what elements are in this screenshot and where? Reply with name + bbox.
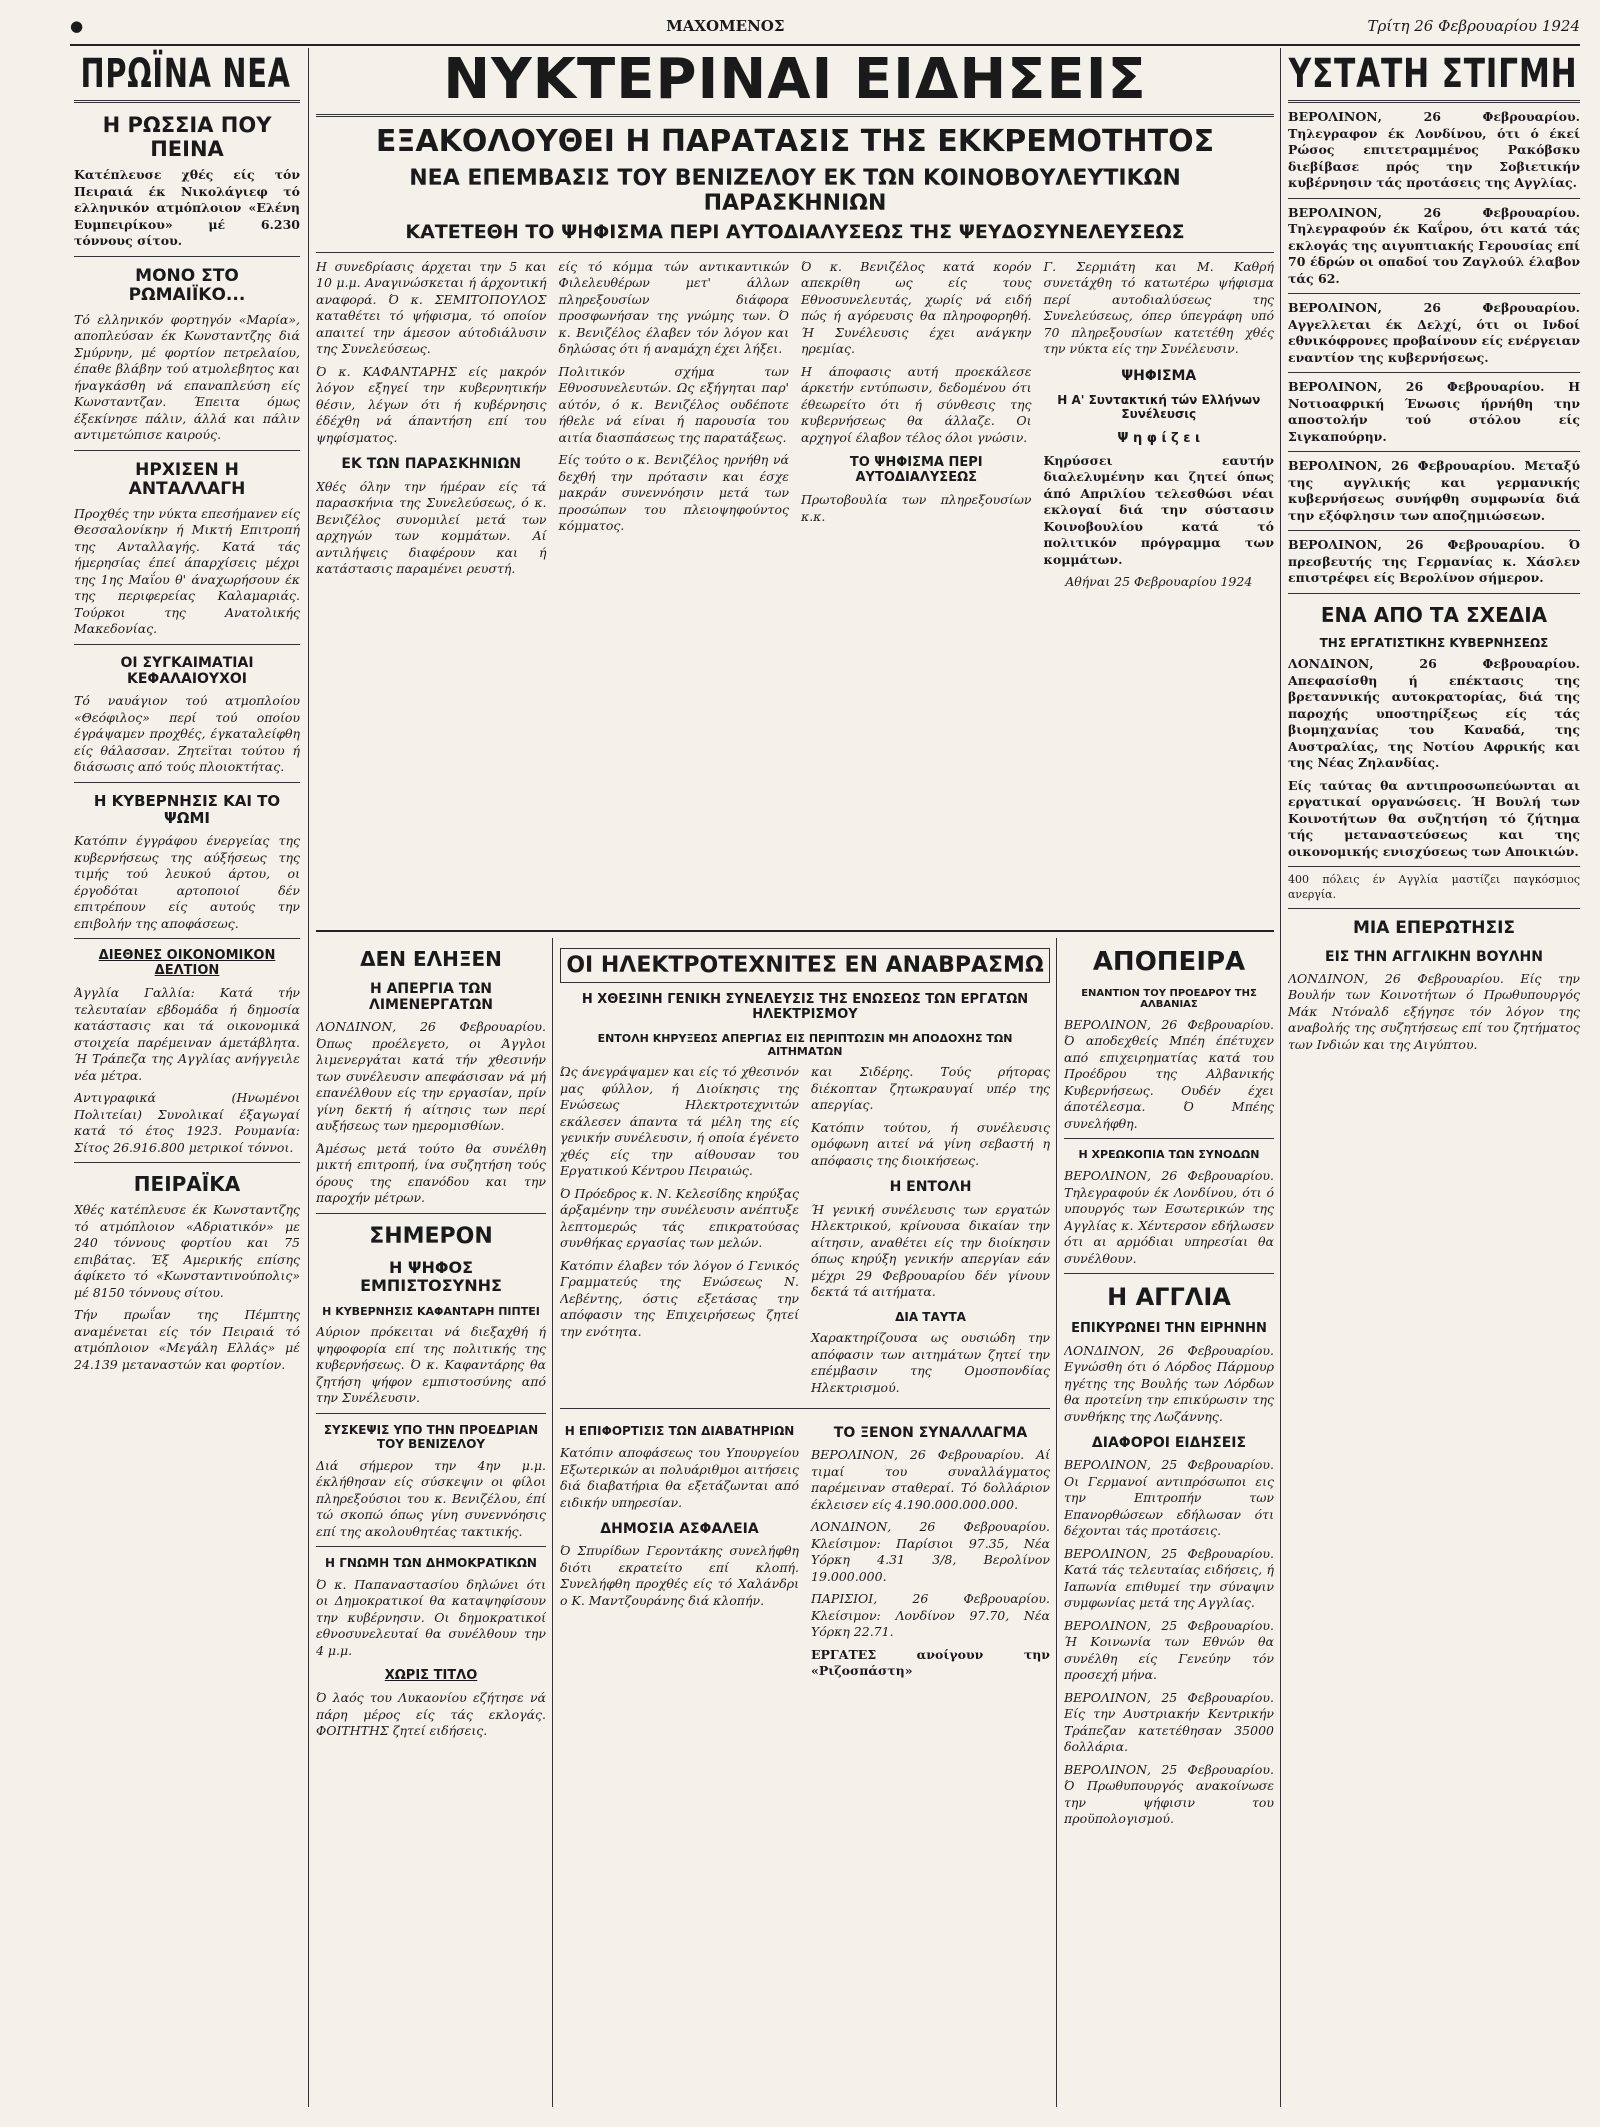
- headline: Η ΓΝΩΜΗ ΤΩΝ ΔΗΜΟΚΡΑΤΙΚΩΝ: [325, 1556, 537, 1570]
- lower-column-d: [1064, 938, 1274, 2108]
- article-text: ΒΕΡΟΛΙΝΟΝ, 26 Φεβρουαρίου. Αγγελλεται έκ Δελχί, ότι οι Ινδοί εθνικόφρονες προβαίνουν είς ενέργειαν εναντίον της κυβερνήσεως.: [1288, 300, 1580, 365]
- article-text: Κατόπιν έγγράφου ένεργείας της κυβερνήσεως της αύξήσεως της τιμής τού λευκού άρτου, οι έργοδόται αρτοποιοί δέν επιτρέπουν είς αυτούς την επιβολήν της αποφάσεως.: [74, 833, 300, 931]
- article-text: και Σιδέρης. Τούς ρήτορας διέκοπταν ζητωκραυγαί υπέρ της απεργίας.: [811, 1064, 1050, 1113]
- sub-headline: Η Α' Συντακτική τών Ελλήνων Συνέλευσις: [1057, 393, 1261, 421]
- sub-headline: ΕΙΣ ΤΗΝ ΑΓΓΛΙΚΗΝ ΒΟΥΛΗΝ: [1325, 948, 1543, 965]
- sub-headline: Η ΑΠΕΡΓΙΑ ΤΩΝ ΛΙΜΕΝΕΡΓΑΤΩΝ: [368, 981, 493, 1014]
- headline: ΨΗΦΙΣΜΑ: [1121, 367, 1197, 384]
- sub-headline: ΕΝΑΝΤΙΟΝ ΤΟΥ ΠΡΟΕΔΡΟΥ ΤΗΣ ΑΛΒΑΝΙΑΣ: [1081, 987, 1257, 1011]
- banner-ystati-stigmi: ΥΣΤΑΤΗ ΣΤΙΓΜΗ: [1288, 51, 1578, 97]
- article-text: Άγγλία Γαλλία: Κατά τήν τελευταίαν εβδομάδα ή δημοσία κατάστασις και τά οικονομικά στοιχεία παρέμειναν άμετάβλητα. Ή Τράπεζα της Αγγλίας ανήγγειλε νέα μέτρα.: [74, 985, 300, 1083]
- article-text: ΛΟΝΔΙΝΟΝ, 26 Φεβρουαρίου. Όπως προέλεγετο, οι Άγγλοι λιμενεργάται κατά τήν χθεσινήν των συνέλευσιν απεφάσισαν νά μή επανέλθουν είς την εργασίαν, πρίν γίνη δεκτή ή αίτησις των περί αυξήσεως των ημερομισθίων.: [316, 1019, 546, 1134]
- headline: ΔΗΜΟΣΙΑ ΑΣΦΑΛΕΙΑ: [600, 1521, 759, 1538]
- article-text: ΒΕΡΟΛΙΝΟΝ, 25 Φεβρουαρίου. Είς την Αυστριακήν Κεντρικήν Τράπεζαν κατετέθησαν 35000 δολλάρια.: [1064, 1689, 1274, 1755]
- article-text: ΒΕΡΟΛΙΝΟΝ, 26 Φεβρουαρίου. Η Νοτιοαφρική Ένωσις ήρνήθη την αποστολήν τού στόλου είς Σιγκαπούρην.: [1288, 379, 1580, 444]
- headline: ΤΟ ΞΕΝΟΝ ΣΥΝΑΛΛΑΓΜΑ: [833, 1425, 1028, 1442]
- lower-column-b: [560, 938, 1050, 2108]
- article-text: Διά σήμερον την 4ην μ.μ. έκλήθησαν είς σύσκεψιν οι φίλοι πληρεξούσιοι του κ. Βενιζέλου, έπί τώ σκοπώ όπως γίνη συνεννόησις επί της ακολουθητέας τακτικής.: [316, 1457, 546, 1539]
- headline: Η ΕΝΤΟΛΗ: [889, 1179, 972, 1196]
- sub-headline: Η ΧΘΕΣΙΝΗ ΓΕΝΙΚΗ ΣΥΝΕΛΕΥΣΙΣ ΤΗΣ ΕΝΩΣΕΩΣ ΤΩΝ ΕΡΓΑΤΩΝ ΗΛΕΚΤΡΙΣΜΟΥ: [581, 992, 1029, 1023]
- article-text: ΒΕΡΟΛΙΝΟΝ, 26 Φεβρουαρίου. Τηλεγραφούν έκ Λονδίνου, ότι ό υπουργός των Εσωτερικών της Αγγλίας κ. Χέντερσον εδήλωσεν ότι αι αρμόδιαι υπηρεσίαι θα συνέλθουν.: [1064, 1168, 1274, 1266]
- sub-headline: ΝΕΑ ΕΠΕΜΒΑΣΙΣ ΤΟΥ ΒΕΝΙΖΕΛΟΥ ΕΚ ΤΩΝ ΚΟΙΝΟΒΟΥΛΕΥΤΙΚΩΝ ΠΑΡΑΣΚΗΝΙΩΝ: [409, 165, 1181, 216]
- headline: ΧΩΡΙΣ ΤΙΤΛΟ: [384, 1668, 478, 1684]
- article-text: Χθές όλην την ήμέραν είς τά παρασκήνια της Συνελεύσεως, ό κ. Βενιζέλος συνομιλεί μετά των αρχηγών των κομμάτων. Αί αντιλήψεις διαφέρουν και ή κατάστασις παραμένει ρευστή.: [316, 478, 547, 577]
- headline: ΕΝΑ ΑΠΟ ΤΑ ΣΧΕΔΙΑ: [1320, 602, 1548, 627]
- article-text: ΒΕΡΟΛΙΝΟΝ, 26 Φεβρουαρίου. Μεταξύ της αγγλικής και γερμανικής κυβερνήσεως συνήφθη συμφωνία διά την εξόφλησιν των αποζημιώσεων.: [1288, 458, 1580, 523]
- top-strip: [70, 14, 1580, 38]
- article-text: Τό ελληνικόν φορτηγόν «Μαρία», αποπλεύσαν έκ Κωνσταντζης διά Σμύρνην, μέ φορτίον πετρελαίου, έπαθε βλάβην τού ατμολεβητος και ήναγκάσθη νά επαναπλεύση είς Κωνσταντζαν. Έπειτα όμως έξεκίνησε πάλιν, άλλά και πάλιν αντιμετώπισε καιρούς.: [74, 311, 300, 443]
- article-text: Η άποφασις αυτή προεκάλεσε άρκετήν εντύπωσιν, δεδομένου ότι έθεωρείτο ότι ή σύνθεσις της κυβερνήσεως θα άλλαζε. Οι αρχηγοί έλαβον τέλος όλοι γνώσιν.: [801, 363, 1032, 445]
- page-marker: ●: [70, 17, 84, 35]
- article-text: Πολιτικόν σχήμα των Εθνοσυνελευτών. Ως εξήγηται παρ' αύτόν, ό κ. Βενιζέλος ουδέποτε ήθελε νά είναι ή παρουσία του αιτία διασπάσεως της παρατάξεως.: [558, 363, 789, 445]
- sub-headline: ΤΗΣ ΕΡΓΑΤΙΣΤΙΚΗΣ ΚΥΒΕΡΝΗΣΕΩΣ: [1319, 635, 1549, 650]
- headline: Η ΚΥΒΕΡΝΗΣΙΣ ΚΑΙ ΤΟ ΨΩΜΙ: [93, 791, 281, 827]
- text-column: [801, 259, 1032, 597]
- headline: ΤΟ ΨΗΦΙΣΜΑ ΠΕΡΙ ΑΥΤΟΔΙΑΛΥΣΕΩΣ: [849, 455, 983, 486]
- article-text: Ό κ. Βενιζέλος κατά κορόν απεκρίθη ως είς τους Εθνοσυνελευτάς, χωρίς νά ειδή πώς ή αγόρευσις θα πληροφορηθή. Ή Συνέλευσις έχει ανάγκην ηρεμίας.: [801, 258, 1032, 357]
- article-text: Τό ναυάγιον τού ατμοπλοίου «Θεόφιλος» περί τού οποίου έγράψαμεν προχθές, έγκαταλείφθη είς θάλασσαν. Ζητεϊται τούτου ή διάσωσις από τούς πλοιοκτήτας.: [74, 693, 300, 775]
- headline: Η ΡΩΣΣΙΑ ΠΟΥ ΠΕΙΝΑ: [102, 113, 272, 162]
- headline: Η ΕΠΙΦΟΡΤΙΣΙΣ ΤΩΝ ΔΙΑΒΑΤΗΡΙΩΝ: [564, 1424, 795, 1439]
- column-rule: [552, 938, 553, 2107]
- top-rule: [70, 44, 1580, 46]
- article-text: ΒΕΡΟΛΙΝΟΝ, 25 Φεβρουαρίου. Οι Γερμανοί αντιπρόσωποι εις την Επιτροπήν των Επανορθώσεων εδήλωσαν ότι δέχονται τάς προτάσεις.: [1064, 1457, 1274, 1539]
- headline: ΕΚ ΤΩΝ ΠΑΡΑΣΚΗΝΙΩΝ: [341, 456, 522, 473]
- article-text: Προχθές την νύκτα επεσήμανεν είς Θεσσαλονίκην ή Μικτή Επιτροπή της Ανταλλαγής. Κατά τάς ήμερησίας έπεί άπαρχίσεις μέχρι της 1ης Μαΐου θ' άναχωρήσουν έκ της περιφερείας Καλαμαριάς. Τούρκοι της Ανατολικής Μακεδονίας.: [74, 505, 300, 637]
- headline: ΔΙΑ ΤΑΥΤΑ: [895, 1309, 966, 1324]
- article-text: ΛΟΝΔΙΝΟΝ, 26 Φεβρουαρίου. Απεφασίσθη ή επέκτασις της βρεταννικής αυτοκρατορίας, διά της παροχής υποστηρίξεως είς τάς βιομηχανίας του Καναδά, της Αυστραλίας, της Νοτίου Αφρικής και της Νέας Ζηλανδίας.: [1288, 656, 1580, 771]
- banner-nykterinai-eidiseis: ΝΥΚΤΕΡΙΝΑΙ ΕΙΔΗΣΕΙΣ: [443, 48, 1147, 112]
- banner-proina-nea: ΠΡΩΪΝΑ ΝΕΑ: [80, 51, 291, 97]
- section-rule: [316, 930, 1274, 932]
- article-text: Ό λαός του Λυκαονίου εζήτησε νά πάρη μέρος είς τάς εκλογάς. ΦΟΙΤΗΤΗΣ ζητεί ειδήσεις.: [316, 1690, 546, 1739]
- article-text: ΒΕΡΟΛΙΝΟΝ, 26 Φεβρουαρίου. Ό αποδεχθείς Μπέη έπέτυχεν από επιχειρηματίας κατά του Προέδρου της Αλβανικής Κυβερνήσεως. Ουδέν έχει άποτέλεσμα. Ό Μπέης συνελήφθη.: [1064, 1016, 1274, 1131]
- right-column: [1288, 48, 1580, 2107]
- article-text: Ή γενική συνέλευσις των εργατών Ηλεκτρικού, κρίνουσα δικαίαν την αίτησιν, αναθέτει είς την διοίκησιν όπως κηρύξη γενικήν απεργίαν εάν μέχρι 29 Φεβρουαρίου δέν γίνουν δεκτά τά αιτήματα.: [811, 1201, 1050, 1300]
- article-text: Αύριον πρόκειται νά διεξαχθή ή ψηφοφορία επί της πολιτικής της κυβερνήσεως. Ό κ. Καφαντάρης θα ζητήση ψήφον εμπιστοσύνης από την Συνέλευσιν.: [316, 1324, 546, 1406]
- article-text: ΒΕΡΟΛΙΝΟΝ, 26 Φεβρουαρίου. Τηλεγραφον έκ Λονδίνου, ότι ό έκεί Ρώσος επιτετραμμένος Ρακόβσκυ διεβίβασε πρός την Σοβιετικήν κυβέρνησιν τάς προτάσεις της Αγγλίας.: [1288, 109, 1580, 190]
- headline: ΣΗΜΕΡΟΝ: [369, 1223, 493, 1249]
- masthead: ΜΑΧΟΜΕΝΟΣ: [666, 17, 785, 35]
- article-text: Ό κ. ΚΑΦΑΝΤΑΡΗΣ είς μακρόν λόγον εξηγεί την κυβερνητικήν θέσιν, λέγων ότι ή κυβέρνησις έδέχθη νά άπαντήση επί του ψηφίσματος.: [316, 363, 547, 445]
- article-text: ΒΕΡΟΛΙΝΟΝ, 25 Φεβρουαρίου. Ή Κοινωνία των Εθνών θα συνέλθη είς Γενεύην τόν προσεχή μήνα.: [1064, 1617, 1274, 1683]
- column-rule: [1280, 48, 1281, 2107]
- article-text: ΛΟΝΔΙΝΟΝ, 26 Φεβρουαρίου. Είς την Βουλήν των Κοινοτήτων ό Πρωθυπουργός Μάκ Ντόναλδ εξήγησε τόν λόγον της αναβολής της συζητήσεως επί του ζητήματος των Ινδιών και της Αιγύπτου.: [1288, 970, 1580, 1052]
- headline: ΣΥΣΚΕΨΙΣ ΥΠΟ ΤΗΝ ΠΡΟΕΔΡΙΑΝ ΤΟΥ ΒΕΝΙΖΕΛΟΥ: [323, 1422, 539, 1451]
- article-text: 400 πόλεις έν Αγγλία μαστίζει παγκόσμιος ανεργία.: [1288, 873, 1580, 901]
- article-text: ΕΡΓΑΤΕΣ ανοίγουν την «Ριζοσπάστη»: [811, 1646, 1050, 1679]
- main-headline: ΕΞΑΚΟΛΟΥΘΕΙ Η ΠΑΡΑΤΑΣΙΣ ΤΗΣ ΕΚΚΡΕΜΟΤΗΤΟΣ: [375, 124, 1215, 159]
- article-text: Ό Σπυρίδων Γεροντάκης συνελήφθη διότι εκρατείτο επί κλοπή. Συνελήφθη προχθές είς τό Χαλάνδρι ο Κ. Μαντζουράνης διά κλοπήν.: [560, 1543, 799, 1608]
- text-column: [316, 259, 547, 597]
- article-text: Γ. Σερμιάτη και Μ. Καθρή συνετάχθη τό κατωτέρω ψήφισμα περί αυτοδιαλύσεως της Συνελεύσεως, όπερ ύπεγράφη υπό 70 πληρεξουσίων κατετέθη χθές την νύκτα είς την Συνέλευσιν.: [1043, 258, 1274, 357]
- article-text: ΠΑΡΙΣΙΟΙ, 26 Φεβρουαρίου. Κλείσιμον: Λονδίνον 97.70, Νέα Υόρκη 22.71.: [811, 1591, 1050, 1640]
- center-columns: [316, 259, 1274, 597]
- column-rule: [308, 48, 309, 2107]
- text-column: [560, 1415, 799, 1686]
- text-column: [1044, 259, 1275, 597]
- headline: ΔΕΝ ΕΛΗΞΕΝ: [360, 947, 502, 971]
- article-text: Κατόπιν αποφάσεως του Υπουργείου Εξωτερικών αι πολυάριθμοι αιτήσεις διά διαβατήρια θα εξετάζωνται από ειδικήν υπηρεσίαν.: [560, 1445, 799, 1510]
- text-column: [811, 1064, 1050, 1402]
- two-columns: [560, 1064, 1050, 1402]
- headline: ΜΟΝΟ ΣΤΟ ΡΩΜΑΙΪΚΟ...: [128, 265, 246, 306]
- sub-headline: ΚΑΤΕΤΕΘΗ ΤΟ ΨΗΦΙΣΜΑ ΠΕΡΙ ΑΥΤΟΔΙΑΛΥΣΕΩΣ ΤΗΣ ΨΕΥΔΟΣΥΝΕΛΕΥΣΕΩΣ: [405, 221, 1185, 244]
- article-text: Ώς άνεγράψαμεν και είς τό χθεσινόν μας φύλλον, ή Διοίκησις της Ενώσεως Ηλεκτροτεχνιτών εκάλεσεν άπαντα τά μέλη της είς γενικήν συνέλευσιν, ή οποία έγένετο χθές είς την αίθουσαν του Εργατικού Κέντρου Πειραιώς.: [560, 1064, 799, 1179]
- sub-headline: Η ΨΗΦΟΣ ΕΜΠΙΣΤΟΣΥΝΗΣ: [360, 1257, 502, 1296]
- column-rule: [1056, 938, 1057, 2107]
- article-text: Ό Πρόεδρος κ. Ν. Κελεσίδης κηρύξας άρξαμένην την συνέλευσιν ανέπτυξε λεπτομερώς τάς επικρατούσας συνθήκας εργασίας των μελών.: [560, 1185, 799, 1251]
- headline: ΜΙΑ ΕΠΕΡΩΤΗΣΙΣ: [1352, 918, 1516, 939]
- article-text: ΛΟΝΔΙΝΟΝ, 26 Φεβρουαρίου. Κλείσιμον: Παρίσιοι 97.35, Νέα Υόρκη 4.31 3/8, Βερολίνον 19.000.000.: [811, 1519, 1050, 1584]
- headline: ΠΕΙΡΑΪΚΑ: [133, 1172, 241, 1197]
- article-text: Η συνεδρίασις άρχεται την 5 και 10 μ.μ. Αναγινώσκεται ή άρχοντική αναφορά. Ό κ. ΣΕΜΙΤΟΠΟΥΛΟΣ καταθέτει τό ψήφισμα, τό οποίον απαιτεί την άμεσον αύτοδιάλυσιν της Συνελεύσεως.: [316, 258, 547, 357]
- text-column: [560, 1064, 799, 1402]
- article-text: είς τό κόμμα τών αντικαντικών Φιλελευθέρων μετ' άλλων πληρεξουσίων διάφορα προσφωνήσαν της γνώμης των. Ό κ. Βενιζέλος έλαβεν τόν λόγον και δηλώσας ότι ή αναμάχη έχει λήξει.: [558, 258, 789, 357]
- text-column: [559, 259, 790, 597]
- article-text: Άμέσως μετά τούτο θα συνέλθη μικτή επιτροπή, ίνα συζητήση τούς όρους της επανόδου και την παροχήν μέτρων.: [316, 1140, 546, 1206]
- left-column: [74, 48, 300, 2107]
- sub-headline: Ψ η φ ί ζ ε ι: [1117, 430, 1201, 446]
- article-text: Κατόπιν τούτου, ή συνέλευσις ομόφωνη αιτεί νά γίνη σεβαστή η απόφασις της διοικήσεως.: [811, 1119, 1050, 1168]
- article-text: Πρωτοβουλία των πληρεξουσίων κ.κ.: [801, 492, 1032, 524]
- text-column: [811, 1415, 1050, 1686]
- headline: Η ΧΡΕΩΚΟΠΙΑ ΤΩΝ ΣΥΝΟΔΩΝ: [1078, 1148, 1260, 1162]
- article-text: ΒΕΡΟΛΙΝΟΝ, 25 Φεβρουαρίου. Κατά τάς τελευταίας ειδήσεις, ή Ιαπωνία επιθυμεί την σύναψιν συμφωνίας μετά της Αγγλίας.: [1064, 1545, 1274, 1611]
- article-text: ΒΕΡΟΛΙΝΟΝ, 26 Φεβρουαρίου. Αί τιμαί του συναλλάγματος παρέμειναν σταθεραί. Τό δολλάριον έκλεισεν είς 4.190.000.000.000.: [811, 1447, 1050, 1512]
- headline: ΑΠΟΠΕΙΡΑ: [1092, 947, 1246, 977]
- headline: ΗΡΧΙΣΕΝ Η ΑΝΤΑΛΛΑΓΗ: [128, 459, 246, 500]
- lower-column-a: [316, 938, 546, 2108]
- dateline: Τρίτη 26 Φεβρουαρίου 1924: [1367, 17, 1580, 35]
- article-text: Ό κ. Παπαναστασίου δηλώνει ότι οι Δημοκρατικοί θα καταψηφίσουν την κυβέρνησιν. Οι δημοκρατικοί εθνοσυνελευταί θα συνέλθουν την 4 μ.μ.: [316, 1576, 546, 1658]
- sub-headline: ΕΝΤΟΛΗ ΚΗΡΥΞΕΩΣ ΑΠΕΡΓΙΑΣ ΕΙΣ ΠΕΡΙΠΤΩΣΙΝ ΜΗ ΑΠΟΔΟΧΗΣ ΤΩΝ ΑΙΤΗΜΑΤΩΝ: [597, 1032, 1013, 1058]
- article-text: Κηρύσσει εαυτήν διαλελυμένην και ζητεί όπως άπό Απριλίου τελεσθώσι νέαι εκλογαί διά την σύστασιν Κοινοβουλίου κατά τό πολιτικόν πρόγραμμα των κομμάτων.: [1043, 452, 1274, 567]
- two-columns: [560, 1415, 1050, 1686]
- sub-headline: ΕΠΙΚΥΡΩΝΕΙ ΤΗΝ ΕΙΡΗΝΗΝ: [1071, 1320, 1267, 1336]
- article-text: ΒΕΡΟΛΙΝΟΝ, 26 Φεβρουαρίου. Ό πρεσβευτής της Γερμανίας κ. Χάσλεν επιστρέφει είς Βερολίνον σήμερον.: [1288, 537, 1580, 585]
- article-text: Είς ταύτας θα αντιπροσωπεύωνται αι εργατικαί οργανώσεις. Ή Βουλή των Κοινοτήτων θα συζητήση τό ζήτημα τής μεταναστεύσεως και της οικονομικής ενισχύσεως των Αποικιών.: [1288, 777, 1580, 859]
- article-text: ΒΕΡΟΛΙΝΟΝ, 25 Φεβρουαρίου. Ό Πρωθυπουργός ανακοίνωσε την ψήφισιν του προϋπολογισμού.: [1064, 1761, 1274, 1827]
- article-text: Είς τούτο ο κ. Βενιζέλος ηρνήθη νά δεχθή την πρότασιν και έσχε μακράν συνεννόησιν μετά των προσώπων του πλειοψηφούντος κόμματος.: [558, 452, 789, 534]
- article-text: Αντιγραφικά (Ηνωμένοι Πολιτείαι) Συνολικαί έξαγωγαί κατά τό έτος 1923. Ρουμανία: Σίτος 26.916.800 μετρικοί τόννοι.: [74, 1090, 300, 1155]
- sub-headline: Η ΚΥΒΕΡΝΗΣΙΣ ΚΑΦΑΝΤΑΡΗ ΠΙΠΤΕΙ: [322, 1304, 540, 1318]
- headline: ΟΙ ΣΥΓΚΑΙΜΑΤΙΑΙ ΚΕΦΑΛΑΙΟΥΧΟΙ: [120, 654, 254, 688]
- article-text: Τήν πρωΐαν της Πέμπτης αναμένεται είς τόν Πειραιά τό ατμόπλοιον «Μεγάλη Ελλάς» μέ 24.139 μεταναστών και φορτίον.: [74, 1307, 300, 1372]
- dateline-small: Αθήναι 25 Φεβρουαρίου 1924: [1065, 574, 1253, 590]
- article-text: Κατόπιν έλαβεν τόν λόγον ό Γενικός Γραμματεύς της Ενώσεως Ν. Λεβέντης, όστις εξετάσας την απόφασιν της Επιχειρήσεως ζητεί την ενότητα.: [560, 1257, 799, 1339]
- article-text: Χαρακτηρίζουσα ως ουσιώδη την απόφασιν των αιτημάτων ζητεί την επέμβασιν της Ομοσπονδίας Ηλεκτρισμού.: [811, 1330, 1050, 1395]
- article-text: ΛΟΝΔΙΝΟΝ, 26 Φεβρουαρίου. Εγνώσθη ότι ό Λόρδος Πάρμουρ ηγέτης της Βουλής των Λόρδων θα προτείνη την επικύρωσιν της συνθήκης της Λωζάννης.: [1064, 1342, 1274, 1424]
- center-top-section: [316, 48, 1274, 928]
- headline: Η ΑΓΓΛΙΑ: [1107, 1283, 1231, 1312]
- headline: ΔΙΑΦΟΡΟΙ ΕΙΔΗΣΕΙΣ: [1091, 1435, 1247, 1452]
- headline: ΔΙΕΘΝΕΣ ΟΙΚΟΝΟΜΙΚΟΝ ΔΕΛΤΙΟΝ: [98, 948, 276, 979]
- article-text: Κατέπλευσε χθές είς τόν Πειραιά έκ Νικολάγιεφ τό ελληνικόν ατμόπλοιον «Ελένη Ευμπειρίκου» μέ 6.230 τόννους σίτου.: [74, 167, 300, 249]
- article-text: Χθές κατέπλευσε έκ Κωνσταντζης τό ατμόπλοιον «Αδριατικόν» με 240 τόννους φορτίου και 75 επιβάτας. Έξ Αμερικής επίσης άφίκετο τό «Κωνσταντινούπολις» μέ 8150 τόννους σίτου.: [74, 1202, 300, 1300]
- article-text: ΒΕΡΟΛΙΝΟΝ, 26 Φεβρουαρίου. Τηλεγραφούν έκ Καΐρου, ότι κατά τάς εκλογάς της αιγυπτιακής Γερουσίας επί 70 έδρών οι οπαδοί του Ζαγλούλ έλαβον τάς 62.: [1288, 204, 1580, 286]
- headline: ΟΙ ΗΛΕΚΤΡΟΤΕΧΝΙΤΕΣ ΕΝ ΑΝΑΒΡΑΣΜΩ: [560, 948, 1050, 983]
